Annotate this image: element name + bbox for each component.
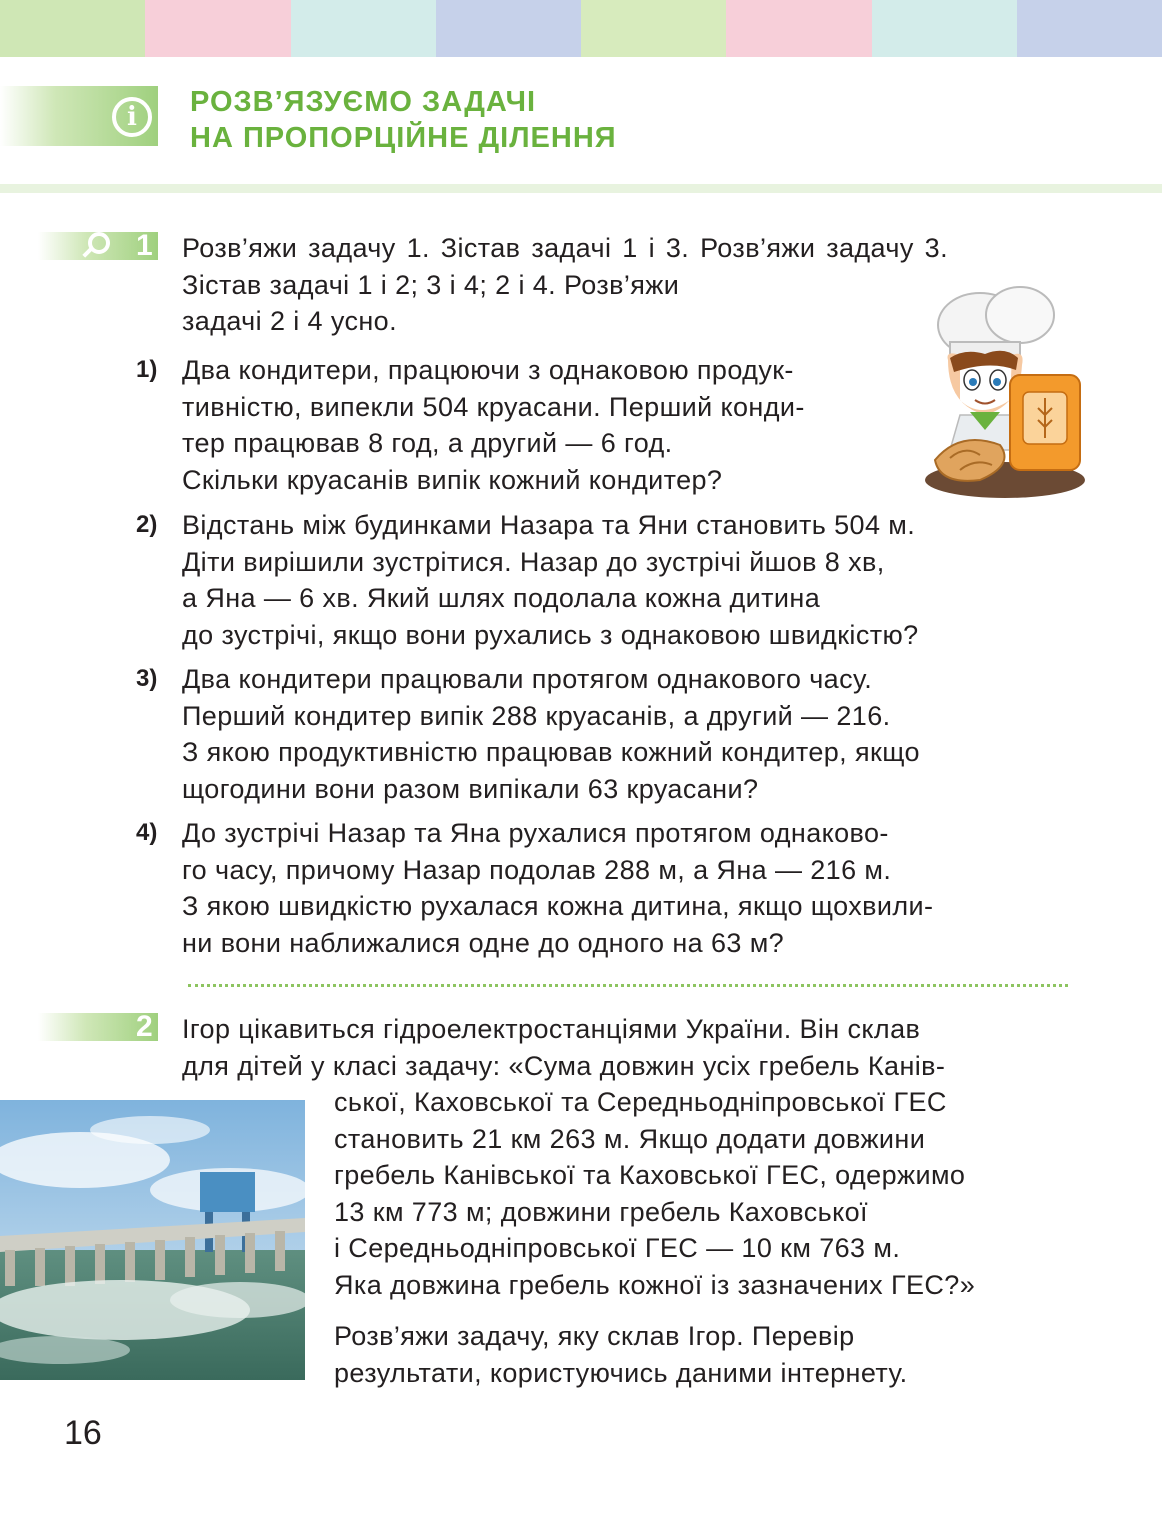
header-divider [0, 184, 1162, 193]
stripe [436, 0, 581, 57]
task-2-line: гребель Канівської та Каховської ГЕС, одержимо [334, 1160, 966, 1190]
problem-line: до зустрічі, якщо вони рухались з однаковою швидкістю? [182, 619, 919, 650]
task-2-line: Ігор цікавиться гідроелектростанціями України. Він склав [182, 1014, 921, 1044]
stripe [581, 0, 726, 57]
problem-line: Діти вирішили зустрітися. Назар до зустрічі йшов 8 хв, [182, 546, 885, 577]
problem-4-text [182, 815, 933, 961]
title-line-2: НА ПРОПОРЦІЙНЕ ДІЛЕННЯ [190, 122, 617, 154]
problem-line: До зустрічі Назар та Яна рухалися протягом однаково- [182, 818, 889, 848]
problem-line: а Яна — 6 хв. Який шлях подолала кожна дитина [182, 583, 821, 613]
intro-line: Зістав задачі 1 і 2; 3 і 4; 2 і 4. Розв’яжи [182, 269, 680, 300]
stripe [145, 0, 290, 57]
title-line-1: РОЗВ’ЯЗУЄМО ЗАДАЧІ [190, 86, 537, 118]
task-1-intro [182, 230, 948, 340]
problem-line: Два кондитери працювали протягом однакового часу. [182, 664, 873, 694]
task-2-line: для дітей у класі задачу: «Сума довжин усіх гребель Канів- [182, 1050, 946, 1081]
stripe [726, 0, 871, 57]
task-2-line: становить 21 км 263 м. Якщо додати довжини [334, 1123, 926, 1154]
task-2-line: Яка довжина гребель кожної із зазначених ГЕС?» [334, 1269, 976, 1300]
task-2-intro [182, 1011, 945, 1084]
intro-line: Розв’яжи задачу 1. Зістав задачі 1 і 3. Розв’яжи задачу 3. [182, 233, 948, 263]
problem-3-label: 3) [136, 665, 158, 692]
info-icon: i [112, 97, 152, 137]
problem-line: го часу, причому Назар подолав 288 м, а Яна — 216 м. [182, 854, 892, 885]
problem-line: Відстань між будинками Назара та Яни становить 504 м. [182, 510, 916, 540]
task-2-line: і Середньодніпровської ГЕС — 10 км 763 м. [334, 1233, 901, 1263]
problem-line: З якою швидкістю рухалася кожна дитина, якщо щохвили- [182, 891, 934, 921]
task-2-body [334, 1084, 975, 1303]
task-2-line: результати, користуючись даними інтернету. [334, 1357, 908, 1388]
page-title [190, 84, 617, 156]
stripe [0, 0, 145, 57]
problem-2-text [182, 507, 919, 653]
problem-2-label: 2) [136, 511, 158, 538]
problem-line: Перший кондитер випік 288 круасанів, а другий — 216. [182, 700, 891, 731]
chef-baker-illustration [920, 280, 1090, 500]
problem-line: тивністю, випекли 504 круасани. Перший конди- [182, 391, 805, 422]
task-2-line: 13 км 773 м; довжини гребель Каховської [334, 1196, 868, 1227]
problem-line: З якою продуктивністю працював кожний кондитер, якщо [182, 737, 920, 767]
stripe [1017, 0, 1162, 57]
intro-line: задачі 2 і 4 усно. [182, 306, 397, 336]
problem-line: ни вони наближалися одне до одного на 63 м? [182, 927, 785, 958]
problem-3-text [182, 661, 920, 807]
dotted-divider [188, 984, 1068, 987]
task-2-number: 2 [136, 1010, 153, 1043]
problem-line: Скільки круасанів випік кожний кондитер? [182, 464, 723, 495]
problem-1-label: 1) [136, 356, 158, 383]
task-1-number: 1 [136, 229, 153, 262]
magnifier-icon [88, 232, 110, 254]
task-2-line: ської, Каховської та Середньодніпровської ГЕС [334, 1087, 947, 1117]
task-2-line: Розв’яжи задачу, яку склав Ігор. Перевір [334, 1321, 855, 1351]
problem-line: Два кондитери, працюючи з однаковою продук- [182, 355, 794, 385]
problem-line: щогодини вони разом випікали 63 круасани? [182, 773, 759, 804]
hydro-dam-photo [0, 1100, 305, 1380]
top-color-stripes [0, 0, 1162, 57]
problem-4-label: 4) [136, 819, 158, 846]
page-number: 16 [64, 1414, 102, 1452]
problem-1-text [182, 352, 805, 498]
stripe [872, 0, 1017, 57]
problem-line: тер працював 8 год, а другий — 6 год. [182, 428, 673, 458]
task-2-closing [334, 1318, 908, 1391]
stripe [291, 0, 436, 57]
